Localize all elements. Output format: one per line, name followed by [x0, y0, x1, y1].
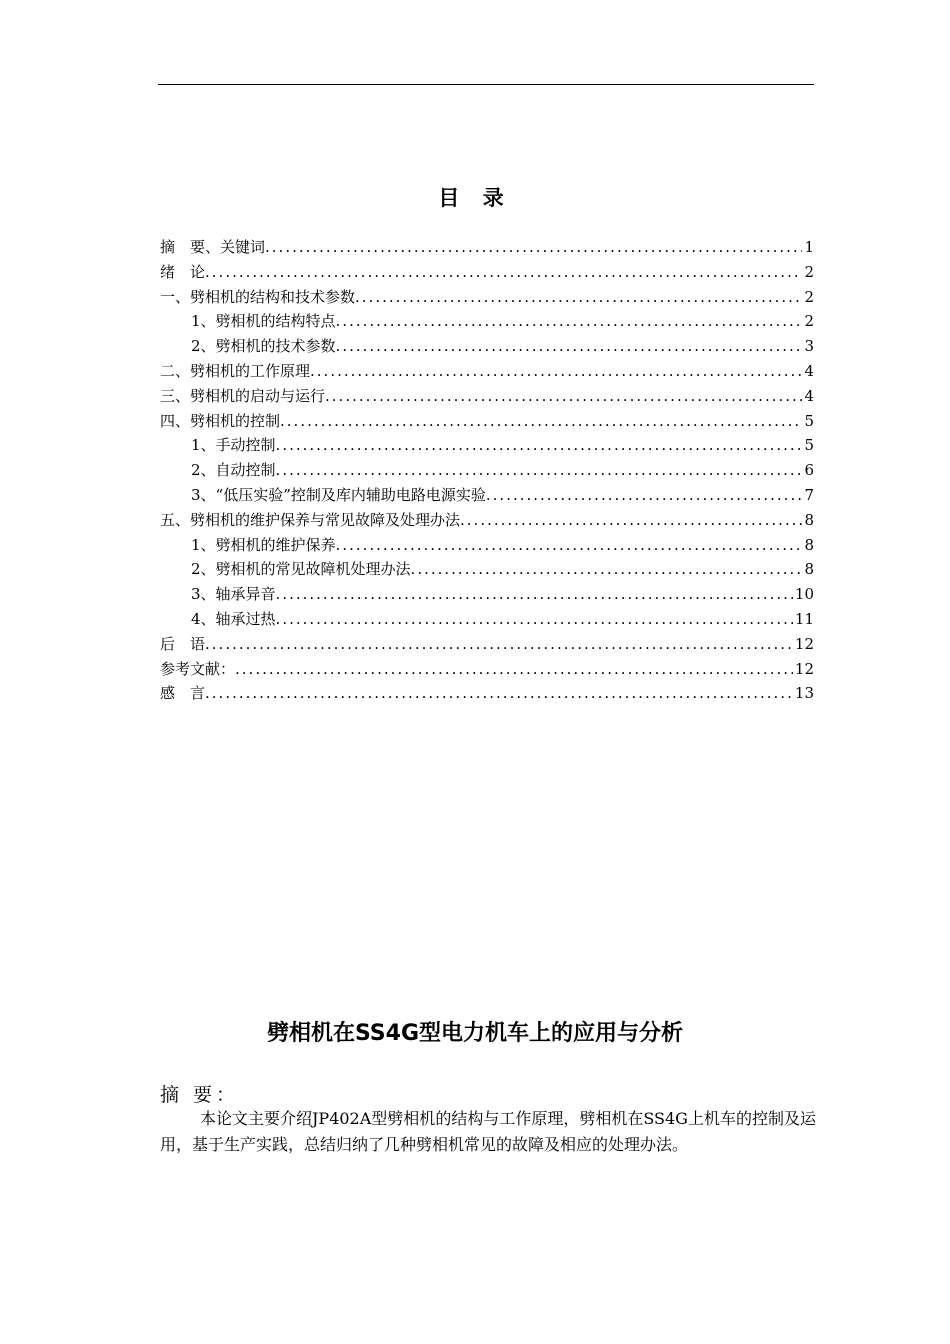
toc-entry — [160, 434, 814, 459]
toc-entry-label: 2、自动控制 — [191, 461, 276, 480]
toc-leader-dots — [486, 486, 803, 504]
toc-entry-label: 2、劈相机的常见故障机处理办法 — [191, 560, 411, 579]
toc-entry-page: 3 — [804, 337, 814, 356]
document-title: 劈相机在SS4G型电力机车上的应用与分析 — [266, 1021, 684, 1046]
toc-leader-dots — [205, 263, 802, 281]
toc-entry — [160, 682, 814, 707]
toc-entry-label: 四、劈相机的控制 — [160, 411, 281, 430]
toc-leader-dots — [325, 387, 802, 405]
toc-entry-page: 8 — [804, 535, 814, 554]
toc-entry-page: 2 — [804, 312, 814, 331]
toc-entry — [160, 484, 814, 509]
toc-leader-dots — [460, 511, 802, 529]
toc-entry-label: 五、劈相机的维护保养与常见故障及处理办法 — [160, 510, 461, 529]
toc-leader-dots — [276, 585, 793, 603]
toc-entry-label: 3、“低压实验”控制及库内辅助电路电源实验 — [191, 485, 486, 504]
toc-entry-label: 后 语 — [160, 634, 206, 653]
toc-entry-label: 1、劈相机的维护保养 — [191, 535, 336, 554]
toc-entry — [160, 261, 814, 286]
toc-entry-label: 参考文献： — [160, 659, 236, 678]
toc-leader-dots — [336, 337, 803, 355]
toc-leader-dots — [235, 660, 793, 678]
toc-entry-label: 3、轴承异音 — [191, 585, 276, 604]
toc-entry-page: 8 — [804, 510, 814, 529]
toc-entry-label: 2、劈相机的技术参数 — [191, 337, 336, 356]
toc-entry-page: 11 — [794, 609, 814, 628]
toc-entry-label: 一、劈相机的结构和技术参数 — [160, 287, 356, 306]
toc-entry — [160, 633, 814, 658]
toc-entry-page: 5 — [804, 411, 814, 430]
toc-entry-page: 5 — [804, 436, 814, 455]
toc-entry — [160, 658, 814, 683]
toc-entry-page: 2 — [804, 262, 814, 281]
toc-entry — [160, 583, 814, 608]
toc-entry-page: 12 — [794, 659, 814, 678]
toc-entry-page: 1 — [804, 238, 814, 256]
toc-leader-dots — [276, 610, 793, 628]
toc-leader-dots — [411, 560, 803, 578]
toc-entry — [160, 360, 814, 385]
toc-entry-label: 1、劈相机的结构特点 — [191, 312, 336, 331]
toc-entry — [160, 410, 814, 435]
toc-leader-dots — [310, 362, 802, 380]
toc-entry — [160, 385, 814, 410]
toc-entry-page: 13 — [794, 684, 814, 703]
abstract-heading: 摘 要： — [160, 1084, 240, 1106]
toc-entry-page: 4 — [804, 386, 814, 405]
header-rule — [158, 84, 814, 85]
toc-entry — [160, 310, 814, 335]
toc-leader-dots — [265, 238, 802, 256]
toc-entry-label: 摘 要、关键词 — [160, 238, 266, 256]
toc-leader-dots — [336, 536, 803, 554]
toc-entry-label: 绪 论 — [160, 262, 206, 281]
toc-entry-page: 7 — [804, 485, 814, 504]
toc-entry-page: 6 — [804, 461, 814, 480]
toc-entry-page: 10 — [794, 585, 814, 604]
toc-entry — [160, 558, 814, 583]
abstract-body: 本论文主要介绍JP402A型劈相机的结构与工作原理，劈相机在SS4G上机车的控制及运用，基于生产实践，总结归纳了几种劈相机常见的故障及相应的处理办法。 — [160, 1109, 816, 1154]
toc-leader-dots — [276, 436, 803, 454]
toc-entry — [160, 236, 814, 261]
toc-entry — [160, 459, 814, 484]
toc-leader-dots — [355, 288, 802, 306]
toc-entry-label: 二、劈相机的工作原理 — [160, 361, 311, 380]
toc-entry — [160, 534, 814, 559]
toc-entry-page: 12 — [794, 634, 814, 653]
table-of-contents — [160, 236, 814, 707]
toc-entry — [160, 509, 814, 534]
toc-entry-label: 感 言 — [160, 684, 206, 703]
toc-entry-label: 三、劈相机的启动与运行 — [160, 386, 326, 405]
toc-entry-page: 2 — [804, 287, 814, 306]
toc-entry-page: 8 — [804, 560, 814, 579]
toc-entry-label: 1、手动控制 — [191, 436, 276, 455]
toc-entry — [160, 286, 814, 311]
toc-entry — [160, 335, 814, 360]
toc-entry — [160, 608, 814, 633]
toc-entry-label: 4、轴承过热 — [191, 609, 276, 628]
toc-leader-dots — [276, 461, 803, 479]
toc-leader-dots — [280, 412, 802, 430]
toc-leader-dots — [205, 635, 793, 653]
toc-leader-dots — [205, 684, 793, 702]
toc-title: 目 录 — [438, 186, 512, 210]
toc-leader-dots — [336, 312, 803, 330]
toc-entry-page: 4 — [804, 361, 814, 380]
